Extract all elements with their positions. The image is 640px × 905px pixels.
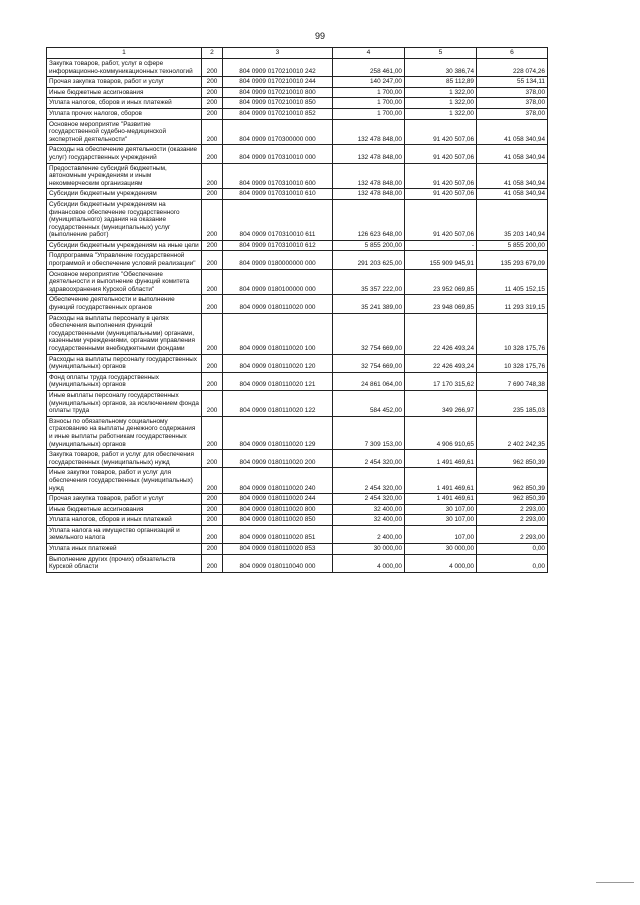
row-classification-cell: 804 0909 0170310010 611 <box>223 199 333 240</box>
row-executed-amount-cell: 23 952 069,85 <box>405 269 477 295</box>
row-code-cell: 200 <box>202 390 223 416</box>
row-executed-amount-cell: 4 000,00 <box>405 554 477 572</box>
row-classification-cell: 804 0909 0180110020 244 <box>223 494 333 505</box>
row-code-cell: 200 <box>202 416 223 449</box>
row-classification-cell: 804 0909 0180110020 240 <box>223 468 333 494</box>
row-code-cell: 200 <box>202 189 223 200</box>
row-name-cell: Субсидии бюджетным учреждениям на иные цели <box>47 240 202 251</box>
row-classification-cell: 804 0909 0180110020 100 <box>223 313 333 354</box>
table-body <box>47 48 548 573</box>
row-executed-amount-cell: 22 426 493,24 <box>405 313 477 354</box>
row-remaining-amount-cell: 962 850,39 <box>477 494 548 505</box>
row-name-cell: Основное мероприятие "Развитие государственной судебно-медицинской экспертной деятельности" <box>47 119 202 145</box>
row-code-cell: 200 <box>202 199 223 240</box>
table-row <box>47 269 548 295</box>
row-remaining-amount-cell: 378,00 <box>477 87 548 98</box>
table-row <box>47 240 548 251</box>
row-approved-amount-cell: 5 855 200,00 <box>333 240 405 251</box>
row-approved-amount-cell: 132 478 848,00 <box>333 189 405 200</box>
table-row <box>47 494 548 505</box>
page-number: 99 <box>314 31 325 41</box>
scan-mark <box>596 882 634 883</box>
table-row <box>47 295 548 313</box>
row-remaining-amount-cell: 378,00 <box>477 108 548 119</box>
row-remaining-amount-cell: 5 855 200,00 <box>477 240 548 251</box>
row-code-cell: 200 <box>202 59 223 77</box>
table-row <box>47 390 548 416</box>
column-header: 1 <box>47 48 202 59</box>
row-name-cell: Прочая закупка товаров, работ и услуг <box>47 77 202 88</box>
row-classification-cell: 804 0909 0180110020 000 <box>223 295 333 313</box>
row-remaining-amount-cell: 2 293,00 <box>477 525 548 543</box>
row-name-cell: Взносы по обязательному социальному страхованию на выплаты денежного содержания и иные выплаты работникам государственных (муниципальных) органов <box>47 416 202 449</box>
row-classification-cell: 804 0909 0170310010 612 <box>223 240 333 251</box>
row-remaining-amount-cell: 0,00 <box>477 554 548 572</box>
row-classification-cell: 804 0909 0170210010 242 <box>223 59 333 77</box>
row-remaining-amount-cell: 2 293,00 <box>477 504 548 515</box>
table-row <box>47 251 548 269</box>
row-approved-amount-cell: 258 461,00 <box>333 59 405 77</box>
row-executed-amount-cell: 30 386,74 <box>405 59 477 77</box>
column-header: 5 <box>405 48 477 59</box>
budget-execution-table <box>46 47 548 573</box>
column-header: 3 <box>223 48 333 59</box>
row-remaining-amount-cell: 10 328 175,76 <box>477 313 548 354</box>
row-classification-cell: 804 0909 0170310010 600 <box>223 163 333 189</box>
row-classification-cell: 804 0909 0180110020 122 <box>223 390 333 416</box>
row-approved-amount-cell: 126 623 648,00 <box>333 199 405 240</box>
row-classification-cell: 804 0909 0180110020 800 <box>223 504 333 515</box>
row-classification-cell: 804 0909 0170210010 244 <box>223 77 333 88</box>
row-executed-amount-cell: 155 909 945,91 <box>405 251 477 269</box>
row-code-cell: 200 <box>202 87 223 98</box>
row-name-cell: Основное мероприятие "Обеспечение деятельности и выполнение функций комитета здравоохранения Курской области" <box>47 269 202 295</box>
table-row <box>47 77 548 88</box>
table-row <box>47 554 548 572</box>
row-remaining-amount-cell: 11 293 319,15 <box>477 295 548 313</box>
row-remaining-amount-cell: 235 185,03 <box>477 390 548 416</box>
row-remaining-amount-cell: 0,00 <box>477 544 548 555</box>
row-approved-amount-cell: 30 000,00 <box>333 544 405 555</box>
column-header: 4 <box>333 48 405 59</box>
row-code-cell: 200 <box>202 313 223 354</box>
row-code-cell: 200 <box>202 468 223 494</box>
row-remaining-amount-cell: 2 293,00 <box>477 515 548 526</box>
row-name-cell: Предоставление субсидий бюджетным, автономным учреждениям и иным некоммерческим организациям <box>47 163 202 189</box>
row-remaining-amount-cell: 55 134,11 <box>477 77 548 88</box>
row-classification-cell: 804 0909 0180110020 120 <box>223 354 333 372</box>
row-remaining-amount-cell: 10 328 175,76 <box>477 354 548 372</box>
row-name-cell: Прочая закупка товаров, работ и услуг <box>47 494 202 505</box>
row-approved-amount-cell: 132 478 848,00 <box>333 145 405 163</box>
row-classification-cell: 804 0909 0180110020 850 <box>223 515 333 526</box>
row-executed-amount-cell: - <box>405 240 477 251</box>
table-row <box>47 108 548 119</box>
row-remaining-amount-cell: 962 850,39 <box>477 450 548 468</box>
table-row <box>47 199 548 240</box>
row-classification-cell: 804 0909 0170310010 000 <box>223 145 333 163</box>
row-approved-amount-cell: 35 357 222,00 <box>333 269 405 295</box>
row-remaining-amount-cell: 135 293 679,09 <box>477 251 548 269</box>
row-approved-amount-cell: 4 000,00 <box>333 554 405 572</box>
row-executed-amount-cell: 1 322,00 <box>405 98 477 109</box>
row-remaining-amount-cell: 7 690 748,38 <box>477 372 548 390</box>
row-classification-cell: 804 0909 0180110020 851 <box>223 525 333 543</box>
row-approved-amount-cell: 1 700,00 <box>333 98 405 109</box>
row-executed-amount-cell: 91 420 507,06 <box>405 145 477 163</box>
table-row <box>47 145 548 163</box>
table-row <box>47 416 548 449</box>
column-header: 2 <box>202 48 223 59</box>
row-executed-amount-cell: 30 107,00 <box>405 504 477 515</box>
table-row <box>47 372 548 390</box>
row-name-cell: Расходы на выплаты персоналу в целях обеспечения выполнения функций государственными (муниципальными) органами, казенными учреждениями, органами управления государственными внебюджетными фондами <box>47 313 202 354</box>
row-remaining-amount-cell: 962 850,39 <box>477 468 548 494</box>
column-header: 6 <box>477 48 548 59</box>
row-classification-cell: 804 0909 0180100000 000 <box>223 269 333 295</box>
row-code-cell: 200 <box>202 119 223 145</box>
row-executed-amount-cell: 1 322,00 <box>405 108 477 119</box>
row-name-cell: Фонд оплаты труда государственных (муниципальных) органов <box>47 372 202 390</box>
row-approved-amount-cell: 32 754 669,00 <box>333 313 405 354</box>
row-approved-amount-cell: 2 400,00 <box>333 525 405 543</box>
row-code-cell: 200 <box>202 108 223 119</box>
row-name-cell: Обеспечение деятельности и выполнение функций государственных органов <box>47 295 202 313</box>
row-classification-cell: 804 0909 0170310010 610 <box>223 189 333 200</box>
row-executed-amount-cell: 1 322,00 <box>405 87 477 98</box>
table-row <box>47 119 548 145</box>
table-row <box>47 354 548 372</box>
row-code-cell: 200 <box>202 98 223 109</box>
row-approved-amount-cell: 132 478 848,00 <box>333 119 405 145</box>
table-row <box>47 525 548 543</box>
row-remaining-amount-cell: 35 203 140,94 <box>477 199 548 240</box>
row-name-cell: Выполнение других (прочих) обязательств Курской области <box>47 554 202 572</box>
table-row <box>47 313 548 354</box>
row-executed-amount-cell: 30 107,00 <box>405 515 477 526</box>
row-classification-cell: 804 0909 0180110020 121 <box>223 372 333 390</box>
row-name-cell: Иные закупки товаров, работ и услуг для обеспечения государственных (муниципальных) нужд <box>47 468 202 494</box>
row-name-cell: Иные выплаты персоналу государственных (муниципальных) органов, за исключением фонда оплаты труда <box>47 390 202 416</box>
table-row <box>47 544 548 555</box>
row-name-cell: Субсидии бюджетным учреждениям <box>47 189 202 200</box>
row-code-cell: 200 <box>202 145 223 163</box>
row-approved-amount-cell: 1 700,00 <box>333 108 405 119</box>
row-code-cell: 200 <box>202 450 223 468</box>
table-row <box>47 87 548 98</box>
row-approved-amount-cell: 35 241 389,00 <box>333 295 405 313</box>
column-number-row <box>47 48 548 59</box>
row-name-cell: Субсидии бюджетным учреждениям на финансовое обеспечение государственного (муниципального) задания на оказание государственных (муниципальных) услуг (выполнение работ) <box>47 199 202 240</box>
row-name-cell: Уплата налогов, сборов и иных платежей <box>47 515 202 526</box>
row-name-cell: Закупка товаров, работ и услуг для обеспечения государственных (муниципальных) нужд <box>47 450 202 468</box>
row-classification-cell: 804 0909 0170210010 850 <box>223 98 333 109</box>
row-name-cell: Подпрограмма "Управление государственной программой и обеспечение условий реализации" <box>47 251 202 269</box>
row-code-cell: 200 <box>202 525 223 543</box>
row-code-cell: 200 <box>202 163 223 189</box>
table-row <box>47 189 548 200</box>
row-approved-amount-cell: 584 452,00 <box>333 390 405 416</box>
table-row <box>47 98 548 109</box>
row-name-cell: Расходы на обеспечение деятельности (оказание услуг) государственных учреждений <box>47 145 202 163</box>
row-code-cell: 200 <box>202 515 223 526</box>
row-executed-amount-cell: 349 266,97 <box>405 390 477 416</box>
row-approved-amount-cell: 1 700,00 <box>333 87 405 98</box>
row-classification-cell: 804 0909 0180110020 853 <box>223 544 333 555</box>
row-approved-amount-cell: 32 754 669,00 <box>333 354 405 372</box>
row-remaining-amount-cell: 378,00 <box>477 98 548 109</box>
row-name-cell: Уплата налогов, сборов и иных платежей <box>47 98 202 109</box>
row-name-cell: Уплата налога на имущество организаций и земельного налога <box>47 525 202 543</box>
row-code-cell: 200 <box>202 295 223 313</box>
row-code-cell: 200 <box>202 504 223 515</box>
row-code-cell: 200 <box>202 372 223 390</box>
row-remaining-amount-cell: 41 058 340,94 <box>477 119 548 145</box>
row-executed-amount-cell: 17 170 315,62 <box>405 372 477 390</box>
row-classification-cell: 804 0909 0170210010 852 <box>223 108 333 119</box>
row-remaining-amount-cell: 11 405 152,15 <box>477 269 548 295</box>
row-remaining-amount-cell: 41 058 340,94 <box>477 163 548 189</box>
table-row <box>47 504 548 515</box>
table-row <box>47 450 548 468</box>
row-remaining-amount-cell: 2 402 242,35 <box>477 416 548 449</box>
row-name-cell: Уплата иных платежей <box>47 544 202 555</box>
row-approved-amount-cell: 32 400,00 <box>333 515 405 526</box>
row-executed-amount-cell: 91 420 507,06 <box>405 189 477 200</box>
row-code-cell: 200 <box>202 240 223 251</box>
row-remaining-amount-cell: 41 058 340,94 <box>477 189 548 200</box>
row-executed-amount-cell: 4 906 910,65 <box>405 416 477 449</box>
row-approved-amount-cell: 2 454 320,00 <box>333 468 405 494</box>
row-approved-amount-cell: 2 454 320,00 <box>333 494 405 505</box>
row-name-cell: Уплата прочих налогов, сборов <box>47 108 202 119</box>
row-code-cell: 200 <box>202 544 223 555</box>
row-approved-amount-cell: 132 478 848,00 <box>333 163 405 189</box>
row-code-cell: 200 <box>202 269 223 295</box>
row-remaining-amount-cell: 41 058 340,94 <box>477 145 548 163</box>
row-approved-amount-cell: 291 203 625,00 <box>333 251 405 269</box>
row-classification-cell: 804 0909 0180110020 200 <box>223 450 333 468</box>
row-executed-amount-cell: 22 426 493,24 <box>405 354 477 372</box>
row-classification-cell: 804 0909 0180000000 000 <box>223 251 333 269</box>
row-executed-amount-cell: 85 112,89 <box>405 77 477 88</box>
row-executed-amount-cell: 91 420 507,06 <box>405 119 477 145</box>
row-approved-amount-cell: 24 861 064,00 <box>333 372 405 390</box>
table-row <box>47 468 548 494</box>
row-executed-amount-cell: 107,00 <box>405 525 477 543</box>
row-code-cell: 200 <box>202 494 223 505</box>
row-approved-amount-cell: 140 247,00 <box>333 77 405 88</box>
row-approved-amount-cell: 32 400,00 <box>333 504 405 515</box>
row-code-cell: 200 <box>202 251 223 269</box>
row-approved-amount-cell: 7 309 153,00 <box>333 416 405 449</box>
row-name-cell: Расходы на выплаты персоналу государственных (муниципальных) органов <box>47 354 202 372</box>
row-classification-cell: 804 0909 0180110020 129 <box>223 416 333 449</box>
row-code-cell: 200 <box>202 77 223 88</box>
table-row <box>47 163 548 189</box>
row-remaining-amount-cell: 228 074,26 <box>477 59 548 77</box>
row-classification-cell: 804 0909 0170210010 800 <box>223 87 333 98</box>
row-name-cell: Закупка товаров, работ, услуг в сфере информационно-коммуникационных технологий <box>47 59 202 77</box>
row-code-cell: 200 <box>202 354 223 372</box>
row-executed-amount-cell: 91 420 507,06 <box>405 199 477 240</box>
row-name-cell: Иные бюджетные ассигнования <box>47 87 202 98</box>
table-row <box>47 515 548 526</box>
row-classification-cell: 804 0909 0170300000 000 <box>223 119 333 145</box>
row-approved-amount-cell: 2 454 320,00 <box>333 450 405 468</box>
table-row <box>47 59 548 77</box>
row-code-cell: 200 <box>202 554 223 572</box>
row-executed-amount-cell: 30 000,00 <box>405 544 477 555</box>
row-executed-amount-cell: 91 420 507,06 <box>405 163 477 189</box>
row-executed-amount-cell: 1 491 469,61 <box>405 468 477 494</box>
row-name-cell: Иные бюджетные ассигнования <box>47 504 202 515</box>
row-executed-amount-cell: 23 948 069,85 <box>405 295 477 313</box>
row-executed-amount-cell: 1 491 469,61 <box>405 494 477 505</box>
row-executed-amount-cell: 1 491 469,61 <box>405 450 477 468</box>
row-classification-cell: 804 0909 0180110040 000 <box>223 554 333 572</box>
